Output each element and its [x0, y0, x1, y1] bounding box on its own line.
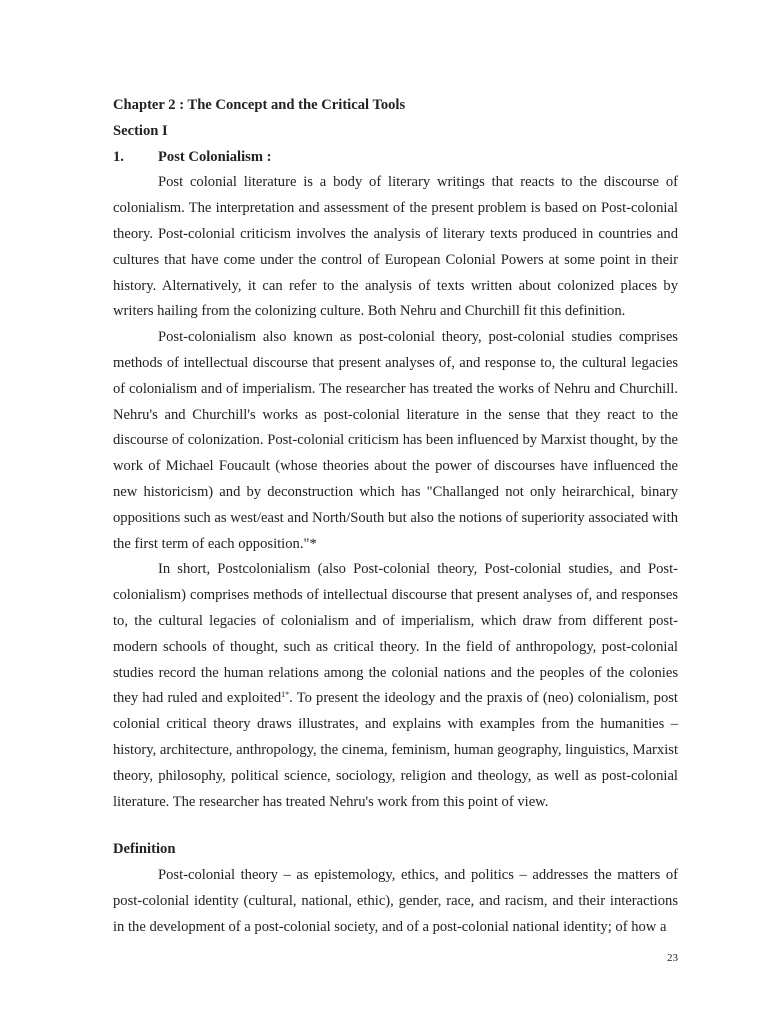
- subsection-number: 1.: [113, 148, 124, 165]
- section-title: Section I: [113, 122, 168, 139]
- paragraph-3-text-start: In short, Postcolonialism (also Post-colonial theory, Post-colonial studies, and Post-colonialism) comprises methods of intellectual discourse that present analyses of, and responses to, the cultural legacies of colonialism and of imperialism, which draw from different post-modern schools of thought, such as critical theory. In the field of anthropology, post-colonial studies record the human relations among the colonial nations and the peoples of the colonies they had ruled and exploited: [113, 561, 678, 707]
- paragraph-3-text-end: . To present the ideology and the praxis of (neo) colonialism, post colonial critical theory draws illustrates, and explains with examples from the humanities – history, architecture, anthropology, the cinema, feminism, human geography, linguistics, Marxist theory, philosophy, political science, sociology, religion and theology, as well as post-colonial literature. The researcher has treated Nehru's work from this point of view.: [113, 690, 678, 810]
- subsection-title: Post Colonialism :: [158, 148, 272, 165]
- subsection-heading: [113, 145, 678, 171]
- chapter-title: Chapter 2 : The Concept and the Critical Tools: [113, 97, 406, 113]
- paragraph-2: Post-colonialism also known as post-colonial theory, post-colonial studies comprises methods of intellectual discourse that present analyses of, and response to, the cultural legacies of colonialism and of imperialism. The researcher has treated the works of Nehru and Churchill. Nehru's and Churchill's works as post-colonial literature in the sense that they react to the discourse of colonization. Post-colonial criticism has been influenced by Marxist thought, by the work of Michael Foucault (whose theories about the power of discourses have influenced the new historicism) and by deconstruction which has "Challanged not only heirarchical, binary oppositions such as west/east and North/South but also the notions of superiority associated with the first term of each opposition."*: [113, 329, 678, 552]
- footnote-marker: 1*: [281, 690, 290, 700]
- definition-heading: Definition: [113, 841, 176, 858]
- document-page: [113, 93, 678, 941]
- paragraph-1: Post colonial literature is a body of literary writings that reacts to the discourse of colonialism. The interpretation and assessment of the present problem is based on Post-colonial theory. Post-colonial criticism involves the analysis of literary texts produced in countries and cultures that have come under the control of European Colonial Powers at some point in their history. Alternatively, it can refer to the analysis of texts written about colonized places by writers hailing from the colonizing culture. Both Nehru and Churchill fit this definition.: [113, 174, 678, 320]
- paragraph-3: [113, 557, 678, 815]
- page-number: 23: [667, 952, 678, 964]
- definition-paragraph: Post-colonial theory – as epistemology, ethics, and politics – addresses the matters of post-colonial identity (cultural, national, ethic), gender, race, and racism, and their interactions in the development of a post-colonial society, and of a post-colonial national identity; of how a: [113, 867, 678, 935]
